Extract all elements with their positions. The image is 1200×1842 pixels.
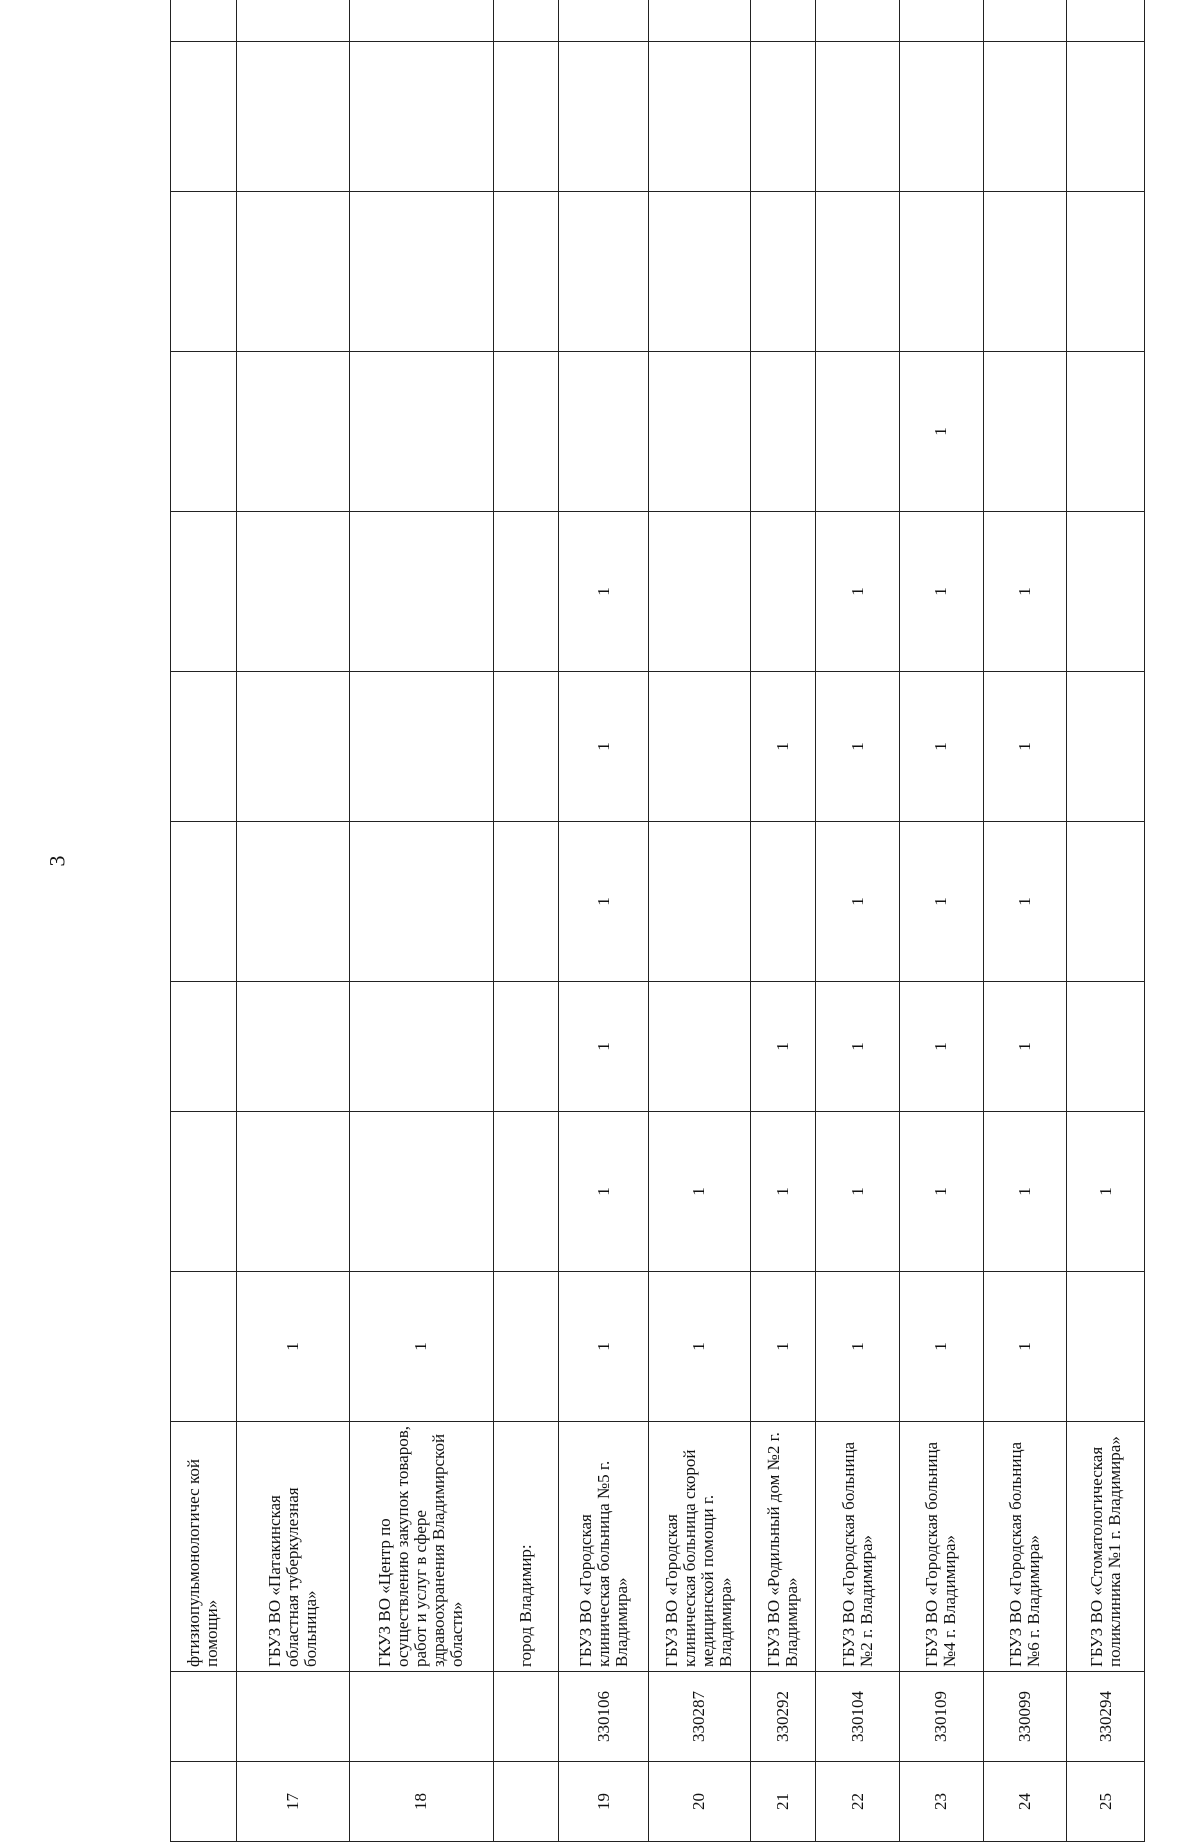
mark-cell: 1 bbox=[899, 512, 983, 672]
mark-cell bbox=[1067, 192, 1145, 352]
mark-cell: 1 bbox=[559, 822, 649, 982]
mark-cell bbox=[750, 0, 816, 42]
mark-cell bbox=[350, 0, 493, 42]
org-name: город Владимир: bbox=[493, 1422, 559, 1672]
mark-cell bbox=[559, 192, 649, 352]
mark-cell bbox=[559, 42, 649, 192]
mark-cell bbox=[171, 192, 237, 352]
mark-cell bbox=[1067, 0, 1145, 42]
mark-cell bbox=[750, 192, 816, 352]
mark-cell bbox=[350, 672, 493, 822]
mark-cell bbox=[350, 1112, 493, 1272]
row-number bbox=[493, 1762, 559, 1842]
mark-cell bbox=[350, 42, 493, 192]
data-table bbox=[170, 0, 1145, 1842]
mark-cell bbox=[983, 0, 1067, 42]
mark-cell: 1 bbox=[750, 672, 816, 822]
mark-cell bbox=[236, 822, 350, 982]
mark-cell: 1 bbox=[816, 1272, 900, 1422]
mark-cell: 1 bbox=[750, 1112, 816, 1272]
mark-cell: 1 bbox=[816, 672, 900, 822]
row-number: 23 bbox=[899, 1762, 983, 1842]
mark-cell: 1 bbox=[899, 982, 983, 1112]
mark-cell: 1 bbox=[559, 1272, 649, 1422]
mark-cell: 1 bbox=[816, 982, 900, 1112]
mark-cell bbox=[983, 352, 1067, 512]
mark-cell bbox=[236, 512, 350, 672]
mark-cell: 1 bbox=[649, 1272, 751, 1422]
table-row bbox=[649, 0, 751, 1842]
mark-cell: 1 bbox=[559, 512, 649, 672]
org-code bbox=[493, 1672, 559, 1762]
mark-cell: 1 bbox=[983, 982, 1067, 1112]
mark-cell: 1 bbox=[816, 1112, 900, 1272]
mark-cell bbox=[649, 822, 751, 982]
row-number: 25 bbox=[1067, 1762, 1145, 1842]
mark-cell bbox=[350, 512, 493, 672]
mark-cell bbox=[171, 352, 237, 512]
mark-cell bbox=[649, 0, 751, 42]
org-name: ГБУЗ ВО «Патакинская областная туберкулезная больница» bbox=[236, 1422, 350, 1672]
mark-cell bbox=[899, 42, 983, 192]
mark-cell bbox=[899, 192, 983, 352]
mark-cell: 1 bbox=[1067, 1112, 1145, 1272]
org-name: ГБУЗ ВО «Городская больница №2 г. Владимира» bbox=[816, 1422, 900, 1672]
org-code: 330294 bbox=[1067, 1672, 1145, 1762]
mark-cell bbox=[493, 0, 559, 42]
org-code: 330109 bbox=[899, 1672, 983, 1762]
mark-cell bbox=[236, 0, 350, 42]
mark-cell bbox=[559, 352, 649, 512]
mark-cell: 1 bbox=[649, 1112, 751, 1272]
mark-cell bbox=[816, 352, 900, 512]
table-row bbox=[1067, 0, 1145, 1842]
mark-cell bbox=[350, 982, 493, 1112]
mark-cell: 1 bbox=[899, 1112, 983, 1272]
mark-cell bbox=[171, 672, 237, 822]
org-name: ГБУЗ ВО «Стоматологическая поликлиника №1 г. Владимира» bbox=[1067, 1422, 1145, 1672]
mark-cell bbox=[171, 0, 237, 42]
mark-cell bbox=[983, 42, 1067, 192]
org-code bbox=[236, 1672, 350, 1762]
page-number: 3 bbox=[44, 855, 70, 867]
mark-cell: 1 bbox=[899, 352, 983, 512]
org-code: 330099 bbox=[983, 1672, 1067, 1762]
mark-cell bbox=[649, 512, 751, 672]
mark-cell bbox=[1067, 1272, 1145, 1422]
mark-cell bbox=[493, 42, 559, 192]
org-code bbox=[350, 1672, 493, 1762]
mark-cell bbox=[1067, 42, 1145, 192]
mark-cell bbox=[236, 352, 350, 512]
table-row bbox=[750, 0, 816, 1842]
org-name: ГБУЗ ВО «Городская больница №6 г. Владимира» bbox=[983, 1422, 1067, 1672]
mark-cell bbox=[493, 192, 559, 352]
mark-cell bbox=[1067, 822, 1145, 982]
table-row bbox=[236, 0, 350, 1842]
mark-cell: 1 bbox=[983, 512, 1067, 672]
mark-cell: 1 bbox=[559, 982, 649, 1112]
mark-cell bbox=[1067, 982, 1145, 1112]
row-number bbox=[171, 1762, 237, 1842]
org-name: ГБУЗ ВО «Городская клиническая больница №5 г. Владимира» bbox=[559, 1422, 649, 1672]
row-number: 18 bbox=[350, 1762, 493, 1842]
row-number: 24 bbox=[983, 1762, 1067, 1842]
mark-cell bbox=[750, 42, 816, 192]
org-name: фтизиопульмонологичес кой помощи» bbox=[171, 1422, 237, 1672]
mark-cell: 1 bbox=[983, 822, 1067, 982]
mark-cell bbox=[171, 982, 237, 1112]
mark-cell bbox=[649, 352, 751, 512]
mark-cell bbox=[171, 512, 237, 672]
mark-cell bbox=[171, 1112, 237, 1272]
table-row bbox=[816, 0, 900, 1842]
org-name: ГБУЗ ВО «Родильный дом №2 г. Владимира» bbox=[750, 1422, 816, 1672]
mark-cell bbox=[1067, 352, 1145, 512]
mark-cell bbox=[350, 192, 493, 352]
mark-cell bbox=[493, 512, 559, 672]
mark-cell bbox=[816, 42, 900, 192]
mark-cell: 1 bbox=[236, 1272, 350, 1422]
table-row bbox=[983, 0, 1067, 1842]
mark-cell bbox=[983, 192, 1067, 352]
mark-cell bbox=[236, 192, 350, 352]
mark-cell: 1 bbox=[983, 1272, 1067, 1422]
org-name: ГБУЗ ВО «Городская больница №4 г. Владимира» bbox=[899, 1422, 983, 1672]
org-code: 330106 bbox=[559, 1672, 649, 1762]
mark-cell bbox=[899, 0, 983, 42]
mark-cell bbox=[1067, 512, 1145, 672]
mark-cell: 1 bbox=[899, 672, 983, 822]
mark-cell bbox=[649, 42, 751, 192]
mark-cell bbox=[171, 42, 237, 192]
rotated-table-stage bbox=[170, 82, 1145, 1842]
mark-cell bbox=[750, 352, 816, 512]
mark-cell bbox=[493, 352, 559, 512]
mark-cell bbox=[171, 1272, 237, 1422]
mark-cell bbox=[171, 822, 237, 982]
mark-cell bbox=[493, 822, 559, 982]
org-code: 330104 bbox=[816, 1672, 900, 1762]
table-row bbox=[350, 0, 493, 1842]
mark-cell bbox=[236, 982, 350, 1112]
mark-cell: 1 bbox=[816, 512, 900, 672]
org-code: 330292 bbox=[750, 1672, 816, 1762]
mark-cell: 1 bbox=[350, 1272, 493, 1422]
mark-cell: 1 bbox=[750, 1272, 816, 1422]
row-number: 22 bbox=[816, 1762, 900, 1842]
row-number: 21 bbox=[750, 1762, 816, 1842]
mark-cell: 1 bbox=[816, 822, 900, 982]
table-row bbox=[493, 0, 559, 1842]
mark-cell bbox=[1067, 672, 1145, 822]
mark-cell bbox=[236, 1112, 350, 1272]
row-number: 17 bbox=[236, 1762, 350, 1842]
org-name: ГКУЗ ВО «Центр по осуществлению закупок товаров, работ и услуг в сфере здравоохранения Владимирской области» bbox=[350, 1422, 493, 1672]
mark-cell bbox=[493, 1112, 559, 1272]
mark-cell bbox=[493, 1272, 559, 1422]
mark-cell bbox=[649, 192, 751, 352]
table-row bbox=[559, 0, 649, 1842]
mark-cell bbox=[649, 982, 751, 1112]
table-row bbox=[171, 0, 237, 1842]
mark-cell: 1 bbox=[983, 672, 1067, 822]
mark-cell bbox=[493, 982, 559, 1112]
org-code: 330287 bbox=[649, 1672, 751, 1762]
mark-cell bbox=[493, 672, 559, 822]
mark-cell bbox=[750, 822, 816, 982]
mark-cell: 1 bbox=[899, 822, 983, 982]
mark-cell bbox=[236, 42, 350, 192]
row-number: 20 bbox=[649, 1762, 751, 1842]
row-number: 19 bbox=[559, 1762, 649, 1842]
mark-cell bbox=[350, 822, 493, 982]
mark-cell bbox=[750, 512, 816, 672]
mark-cell bbox=[350, 352, 493, 512]
mark-cell: 1 bbox=[750, 982, 816, 1112]
table-row bbox=[899, 0, 983, 1842]
mark-cell bbox=[236, 672, 350, 822]
mark-cell: 1 bbox=[559, 1112, 649, 1272]
mark-cell bbox=[559, 0, 649, 42]
mark-cell bbox=[816, 192, 900, 352]
mark-cell bbox=[816, 0, 900, 42]
mark-cell: 1 bbox=[899, 1272, 983, 1422]
org-code bbox=[171, 1672, 237, 1762]
org-name: ГБУЗ ВО «Городская клиническая больница скорой медицинской помощи г. Владимира» bbox=[649, 1422, 751, 1672]
mark-cell bbox=[649, 672, 751, 822]
mark-cell: 1 bbox=[559, 672, 649, 822]
mark-cell: 1 bbox=[983, 1112, 1067, 1272]
